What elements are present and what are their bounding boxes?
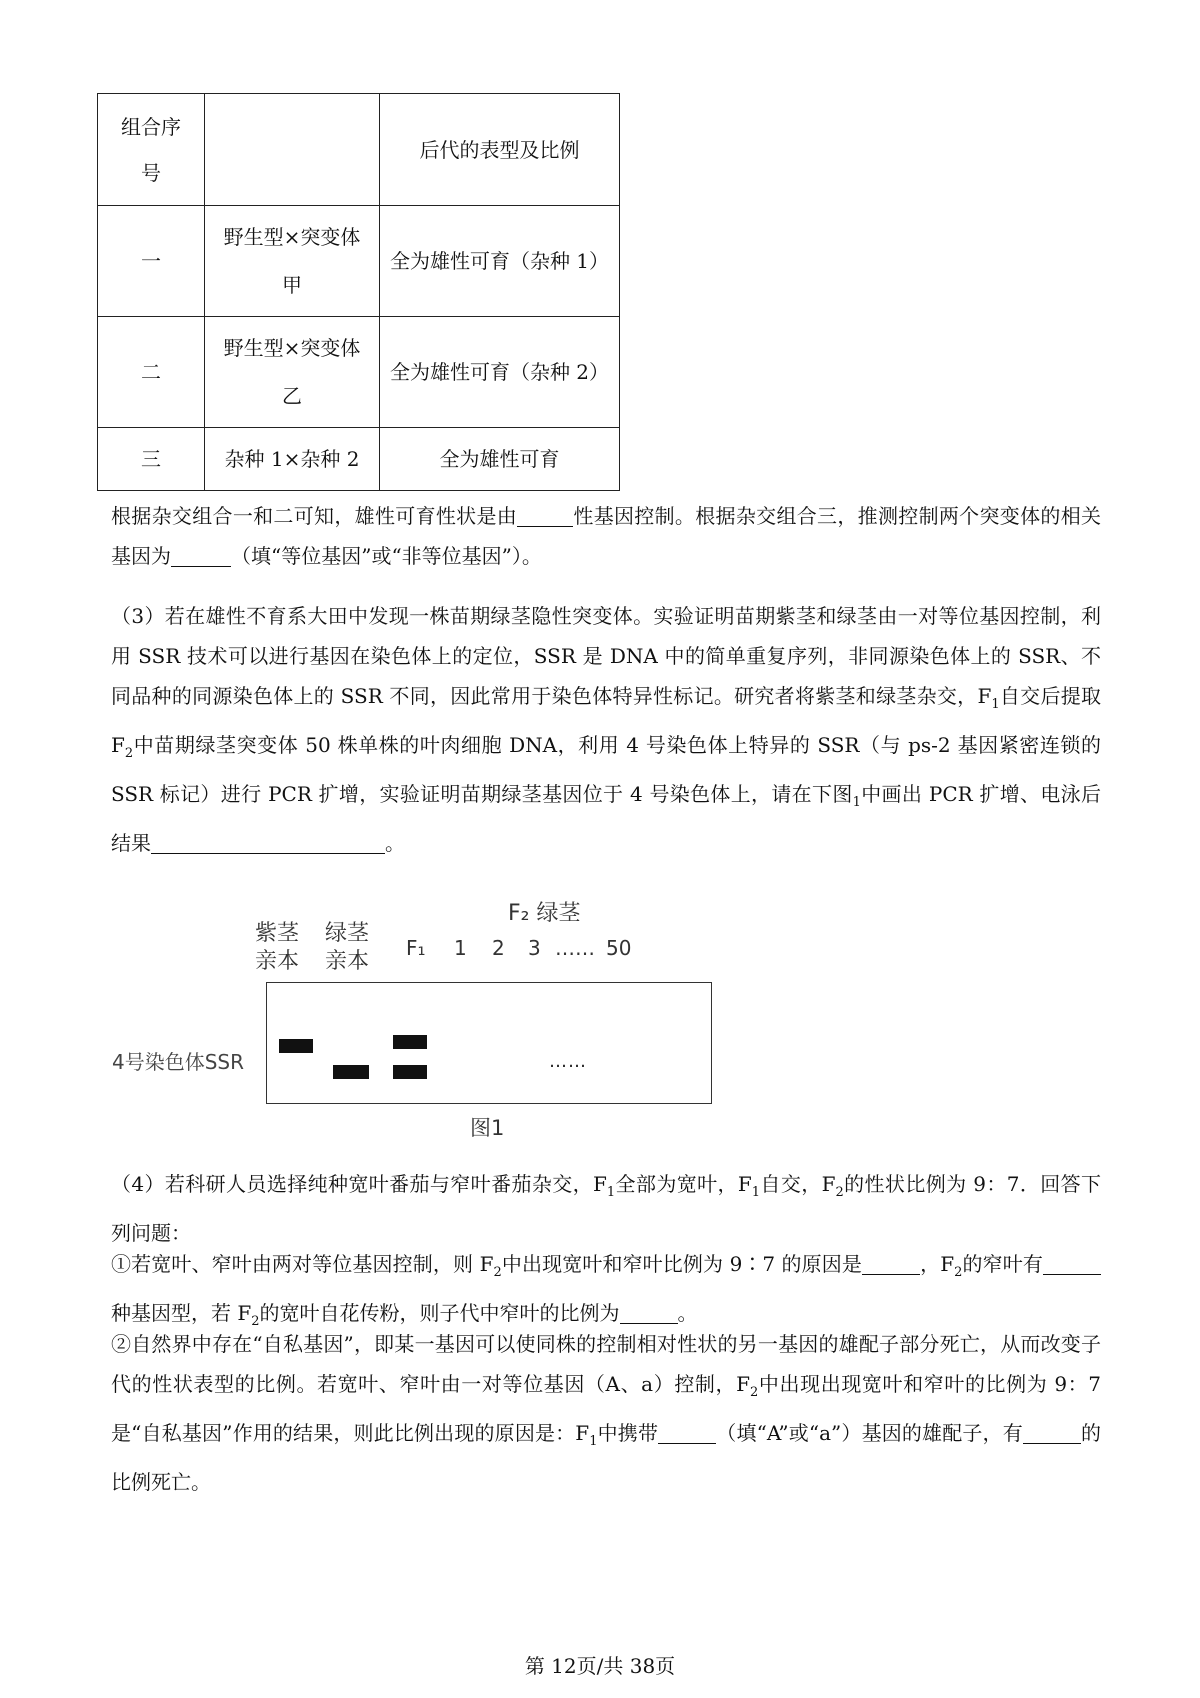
header-cell-combo: 组合序号 [98,94,205,206]
subscript: 2 [124,746,134,761]
subscript: 1 [751,1185,761,1200]
text: 紫茎 [255,921,300,946]
subscript: 1 [589,1434,598,1449]
text: 的比例死亡。 [111,1421,1102,1494]
figure-caption: 图1 [470,1116,505,1140]
subscript: 2 [493,1265,502,1280]
header-cell-cross [205,94,380,206]
text: （3）若在雄性不育系大田中发现一株苗期绿茎隐性突变体。实验证明苗期紫茎和绿茎由一对等位基因控制，利用 SSR 技术可以进行基因在染色体上的定位，SSR 是 DNA 中的简单重复序列，非同源染色体上的 SSR、不同品种的同源染色体上的 SSR 不同，因此常用于染色体特异性标记。研究者将紫茎和绿茎杂交，F [111,604,1101,708]
text: 。 [385,831,405,855]
text: ①若宽叶、窄叶由两对等位基因控制，则 F [111,1252,494,1276]
band-purple-parent [279,1039,313,1053]
row-id-cell: 二 [98,317,205,428]
answer-blank[interactable] [1023,1419,1081,1444]
gel-box[interactable] [266,982,712,1104]
text: 自交，F [760,1172,836,1196]
page-footer: 第 12页/共 38页 [524,1654,676,1678]
text: 的宽叶自花传粉，则子代中窄叶的比例为 [259,1301,620,1325]
text: 绿茎 [325,921,370,946]
row-result-cell: 全为雄性可育（杂种 1） [380,206,620,317]
text: 的窄叶有 [962,1252,1044,1276]
text: 中出现宽叶和窄叶比例为 9∶7 的原因是 [501,1252,863,1276]
text: 。 [677,1301,698,1325]
subscript: 2 [835,1185,844,1200]
paragraph-question-3 [111,596,1101,863]
table-row [98,206,620,317]
subscript: 2 [750,1385,759,1400]
text: 亲本 [325,949,370,974]
row-cross-cell: 野生型×突变体乙 [205,317,380,428]
table-row [98,428,620,491]
text: 中画出 PCR 扩增、电泳后结果 [111,782,1101,855]
f2-green-label: F₂ 绿茎 [508,901,581,926]
cross-table [97,93,620,491]
row-id-cell: 一 [98,206,205,317]
text: ②自然界中存在“自私基因”，即某一基因可以使同株的控制相对性状的另一基因的雄配子部分死亡，从而改变子代的性状表型的比例。若宽叶、窄叶由一对等位基因（A、a）控制，F [111,1332,1101,1396]
subscript: 1 [852,795,861,810]
table-row [98,317,620,428]
answer-blank[interactable] [658,1419,716,1444]
table-header-row [98,94,620,206]
subscript: 1 [991,697,1000,712]
answer-blank[interactable] [862,1250,920,1275]
answer-blank[interactable] [517,502,573,527]
row-cross-cell: 野生型×突变体甲 [205,206,380,317]
text: 种基因型，若 F [111,1301,252,1325]
text: 全部为宽叶，F [615,1172,752,1196]
text: 亲本 [255,949,300,974]
band-green-parent [333,1065,369,1079]
lane-label-50: 50 [606,936,632,960]
answer-blank[interactable] [620,1299,678,1324]
lane-label-f1: F₁ [406,936,426,960]
subscript: 2 [251,1314,260,1329]
green-parent-label [325,920,369,976]
lane-label-1: 1 [454,936,467,960]
lane-label-ellipsis: …… [555,936,595,960]
paragraph-question-4 [111,1164,1101,1253]
lane-label-2: 2 [492,936,505,960]
text: 的性状比例为 9：7．回答下列问题： [111,1172,1101,1245]
text: （填“A”或“a”）基因的雄配子，有 [716,1421,1023,1445]
text: 中携带 [597,1421,659,1445]
answer-blank[interactable] [171,542,231,567]
text: （填“等位基因”或“非等位基因”）。 [231,544,542,568]
answer-blank[interactable] [151,829,385,854]
text: 性基因控制。根据杂交组合三，推测控制两个突变体的相关基因为 [111,504,1102,568]
paragraph-subquestion-2 [111,1324,1101,1502]
text: 根据杂交组合一和二可知，雄性可育性状是由 [111,504,518,528]
band-f1-lower [393,1065,427,1079]
header-cell-result: 后代的表型及比例 [380,94,620,206]
lane-label-3: 3 [528,936,541,960]
row-result-cell: 全为雄性可育 [380,428,620,491]
row-cross-cell: 杂种 1×杂种 2 [205,428,380,491]
subscript: 2 [954,1265,963,1280]
row-id-cell: 三 [98,428,205,491]
text: （4）若科研人员选择纯种宽叶番茄与窄叶番茄杂交，F [111,1172,607,1196]
gel-ellipsis: …… [549,1051,587,1072]
band-f1-upper [393,1035,427,1049]
row-label-ssr: 4号染色体SSR [112,1050,245,1074]
paragraph-conclusion [111,496,1101,576]
row-result-cell: 全为雄性可育（杂种 2） [380,317,620,428]
text: 中苗期绿茎突变体 50 株单株的叶肉细胞 DNA，利用 4 号染色体上特异的 SSR（与 ps-2 基因紧密连锁的 SSR 标记）进行 PCR 扩增，实验证明苗期绿茎基因位于 4 号染色体上，请在下图 [111,733,1101,806]
text: 自交后提取 F [111,684,1102,757]
purple-parent-label [255,920,299,976]
answer-blank[interactable] [1043,1250,1101,1275]
text: 中出现出现宽叶和窄叶的比例为 9：7 是“自私基因”作用的结果，则此比例出现的原因是：F [111,1372,1101,1445]
text: ，F [920,1252,955,1276]
subscript: 1 [606,1185,616,1200]
